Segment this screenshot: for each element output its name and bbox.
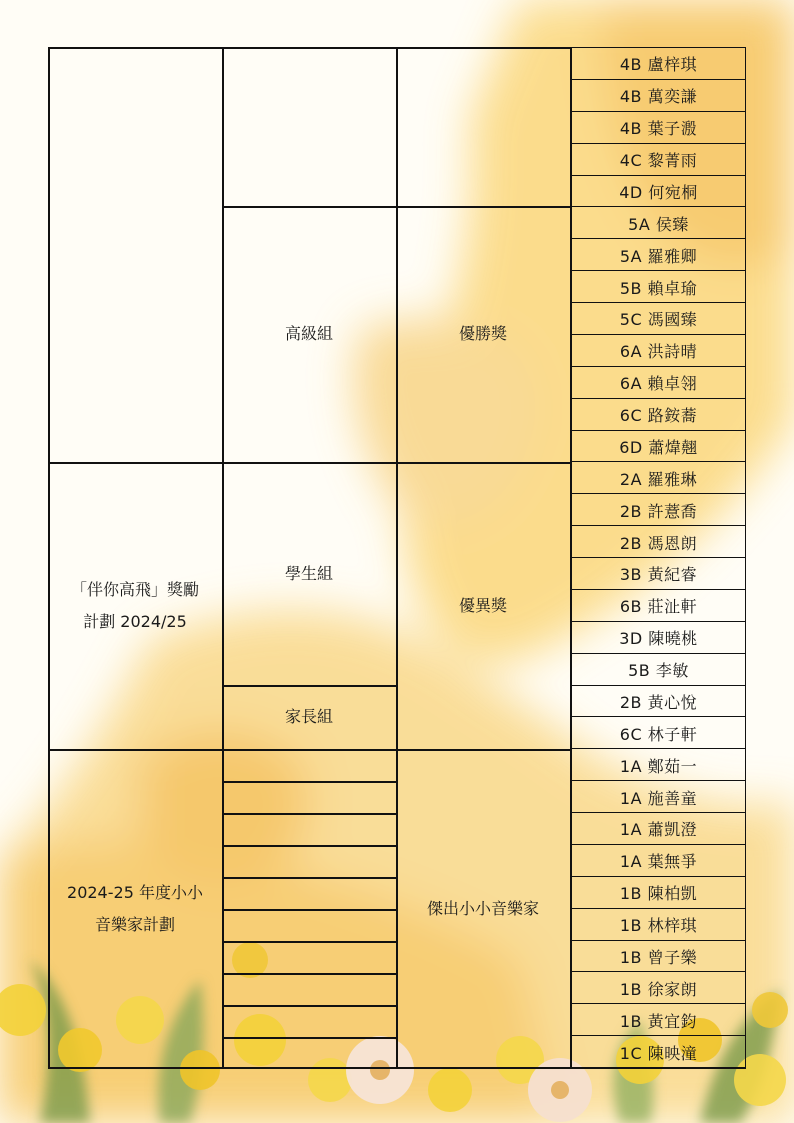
name-row: 5A 侯臻 — [571, 206, 746, 239]
name-row: 3B 黃紀睿 — [571, 557, 746, 590]
awards-table — [48, 47, 746, 1069]
name-row: 3D 陳曉桃 — [571, 621, 746, 654]
name-row: 2B 黃心悅 — [571, 685, 746, 718]
name-row: 1B 曾子樂 — [571, 940, 746, 973]
award-excellent: 優異獎 — [458, 595, 507, 615]
name-row: 5B 李敏 — [571, 653, 746, 686]
name-row: 2B 許薏喬 — [571, 493, 746, 526]
name-row: 1A 鄭茹一 — [571, 748, 746, 781]
group-parent: 家長組 — [284, 707, 333, 726]
name-row: 6A 賴卓翎 — [571, 366, 746, 399]
name-row: 5B 賴卓瑜 — [571, 270, 746, 303]
name-row: 4D 何宛桐 — [571, 175, 746, 208]
name-row: 1A 蕭凱澄 — [571, 812, 746, 845]
name-row: 6C 林子軒 — [571, 716, 746, 749]
name-row: 4B 萬奕謙 — [571, 79, 746, 112]
name-row: 2A 羅雅琳 — [571, 461, 746, 494]
name-row: 1A 施善童 — [571, 780, 746, 813]
name-row: 5C 馮國臻 — [571, 302, 746, 335]
name-row: 1B 徐家朗 — [571, 971, 746, 1004]
name-row: 1B 陳柏凱 — [571, 876, 746, 909]
name-row: 1B 黃宜鈞 — [571, 1003, 746, 1036]
name-row: 6A 洪詩晴 — [571, 334, 746, 367]
award-winner: 優勝獎 — [458, 324, 507, 343]
name-row: 1C 陳映潼 — [571, 1035, 746, 1068]
program-companion: 「伴你高飛」獎勵 計劃 2024/25 — [70, 579, 199, 631]
name-row: 4B 盧梓琪 — [571, 47, 746, 80]
name-row: 1B 林梓琪 — [571, 908, 746, 941]
name-row: 1A 葉無爭 — [571, 844, 746, 877]
name-row: 6D 蕭煒翹 — [571, 430, 746, 463]
name-row: 5A 羅雅卿 — [571, 238, 746, 271]
name-row: 2B 馮恩朗 — [571, 525, 746, 558]
name-row: 4B 葉子溵 — [571, 111, 746, 144]
program-little-musician: 2024-25 年度小小 音樂家計劃 — [67, 883, 203, 934]
name-row: 4C 黎菁雨 — [571, 143, 746, 176]
group-student: 學生組 — [284, 564, 333, 583]
group-senior: 高級組 — [284, 324, 333, 343]
name-row: 6C 路銨蕎 — [571, 398, 746, 431]
name-row: 6B 莊沚軒 — [571, 589, 746, 622]
award-outstanding: 傑出小小音樂家 — [426, 899, 539, 918]
